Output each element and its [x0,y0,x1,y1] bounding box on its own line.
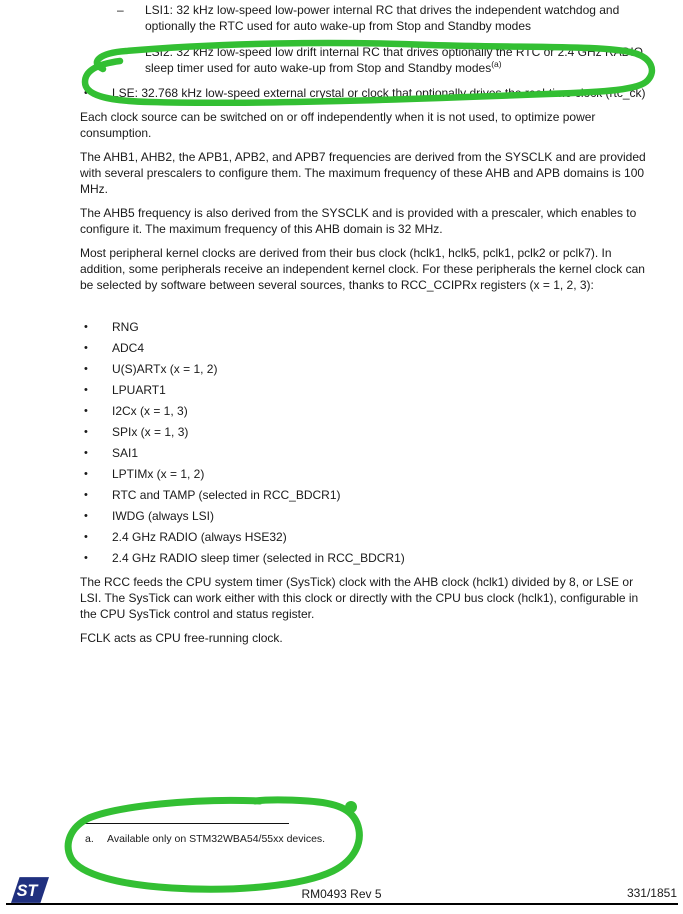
footer-page-number: 331/1851 [626,886,677,900]
list-item [84,466,653,482]
round-bullet-icon: • [84,363,88,375]
list-item-label: SPIx (x = 1, 3) [112,425,189,439]
list-item [84,382,653,398]
page-body [0,2,683,646]
st-logo-text: ST [16,882,38,901]
round-bullet-icon: • [84,468,88,480]
paragraph-ahb-apb: The AHB1, AHB2, the APB1, APB2, and APB7 frequencies are derived from the SYSCLK and are provided with several prescalers to configure them. The maximum frequency of these AHB and APB domains is 100 MHz. [80,150,646,196]
round-bullet-icon: • [84,384,88,396]
round-bullet-icon: • [84,342,88,354]
round-bullet-icon: • [84,531,88,543]
dash-bullet-icon: – [117,45,124,59]
list-item [84,319,653,335]
list-item-label: 2.4 GHz RADIO (always HSE32) [112,530,287,544]
list-item-label: 2.4 GHz RADIO sleep timer (selected in RCC_BDCR1) [112,551,405,565]
list-item [84,529,653,545]
dash-bullet-icon: – [117,3,124,17]
footnote-highlight-knot [345,801,357,813]
round-bullet-icon: • [84,426,88,438]
list-item-label: SAI1 [112,446,139,460]
footnote-marker: a. [85,833,94,845]
list-item [84,361,653,377]
lse-text: LSE: 32.768 kHz low-speed external crystal or clock that optionally drives the real-time clock (rtc_ck) [112,86,646,100]
round-bullet-icon: • [84,489,88,501]
footnote-text: Available only on STM32WBA54/55xx devices. [107,833,326,845]
round-bullet-icon: • [84,447,88,459]
round-bullet-icon: • [84,321,88,333]
list-item [84,403,653,419]
list-item-label: LPUART1 [112,383,166,397]
kernel-clock-source-list [80,319,653,566]
list-item-label: IWDG (always LSI) [112,509,215,523]
list-item-label: I2Cx (x = 1, 3) [112,404,188,418]
list-item [84,424,653,440]
paragraph-clock-switch: Each clock source can be switched on or off independently when it is not used, to optimize power consumption. [80,110,596,140]
footnote-a [85,833,325,846]
list-item-label: LPTIMx (x = 1, 2) [112,467,205,481]
list-item [84,445,653,461]
list-item [84,487,653,503]
footer-rule [6,903,678,905]
round-bullet-icon: • [84,87,88,99]
list-item [84,508,653,524]
paragraph-fclk: FCLK acts as CPU free-running clock. [80,631,283,645]
round-bullet-icon: • [84,510,88,522]
list-item-label: U(S)ARTx (x = 1, 2) [112,362,218,376]
list-item-lsi2 [117,44,653,76]
list-item-lsi1 [117,2,653,34]
round-bullet-icon: • [84,405,88,417]
lsi1-text [145,2,653,34]
list-item [84,340,653,356]
round-bullet-icon: • [84,552,88,564]
list-item-label: RNG [112,320,139,334]
paragraph-kernel-clocks: Most peripheral kernel clocks are derived from their bus clock (hclk1, hclk5, pclk1, pclk2 or pclk7). In addition, some peripherals receive an independent kernel clock. For these peripherals the kernel clock can be selected by software between several sources, thanks to RCC_CCIPRx registers (x = 1, 2, 3): [80,246,645,292]
list-item [84,550,653,566]
list-item-label: RTC and TAMP (selected in RCC_BDCR1) [112,488,341,502]
lsi1-text-body: LSI1: 32 kHz low-speed low-power internal RC that drives the independent watchdog and optionally the RTC used for auto wake-up from Stop and Standby modes [145,3,620,33]
paragraph-ahb5: The AHB5 frequency is also derived from the SYSCLK and is provided with a prescaler, which enables to configure it. The maximum frequency of this AHB domain is 32 MHz. [80,206,637,236]
footnote-separator-rule [85,823,289,824]
lsi2-text [145,44,653,76]
list-item-lse [84,85,653,101]
paragraph-systick: The RCC feeds the CPU system timer (SysTick) clock with the AHB clock (hclk1) divided by 8, or LSE or LSI. The SysTick can work either with this clock or directly with the CPU bus clock (hclk1), configurable in the CPU SysTick control and status register. [80,575,639,621]
footer-doc-reference: RM0493 Rev 5 [301,887,382,901]
footnote-ref-a: (a) [491,59,502,69]
lsi2-text-body: LSI2: 32 kHz low-speed low drift internal RC that drives optionally the RTC or 2.4 GHz RADIO sleep timer used for auto wake-up from Stop and Standby modes [145,45,643,75]
list-item-label: ADC4 [112,341,145,355]
